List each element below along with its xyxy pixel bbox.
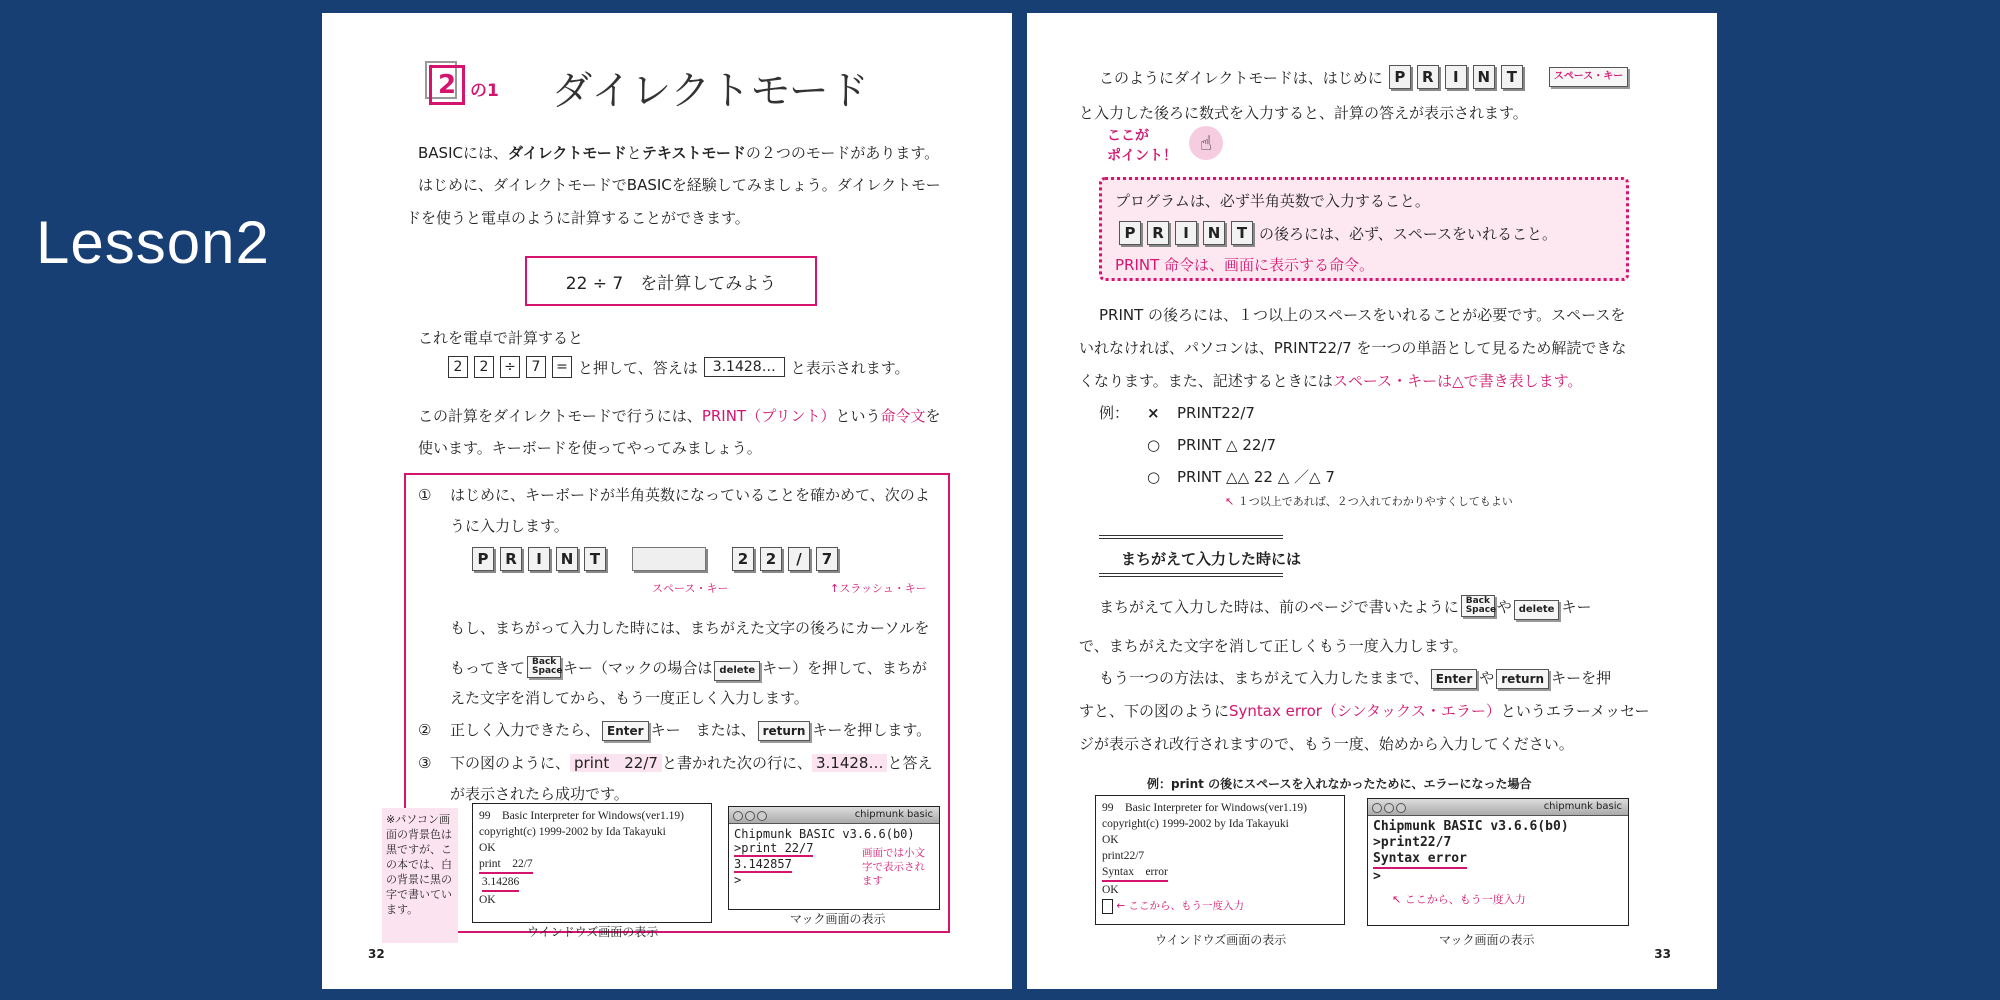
- step3-num: ③: [418, 754, 432, 772]
- enter-key: Enter: [602, 721, 649, 741]
- intro-line-3: ドを使うと電卓のように計算することができます。: [406, 209, 750, 227]
- example-2-mark: ○: [1147, 436, 1161, 454]
- mac-note-left: 画面では小文 字で表示され ます: [862, 847, 925, 887]
- delete-key: delete: [1514, 600, 1560, 620]
- key-2b: 2: [760, 547, 782, 571]
- intro-line-1: BASICには、ダイレクトモードとテキストモードの２つのモードがあります。: [418, 144, 940, 162]
- return-key: return: [1496, 669, 1549, 689]
- right-line-2: と入力した後ろに数式を入力すると、計算の答えが表示されます。: [1079, 104, 1528, 122]
- example-1: PRINT22/7: [1177, 404, 1255, 422]
- enter-key: Enter: [1431, 669, 1478, 689]
- left-page: [322, 13, 1012, 989]
- page-number-right: 33: [1654, 947, 1671, 961]
- backspace-key: Back Space: [527, 656, 561, 678]
- calc-answer: 3.1428…: [704, 357, 785, 377]
- example-1-mark: ×: [1147, 404, 1160, 422]
- key-r: R: [500, 547, 522, 571]
- mistake-line-3: えた文字を消してから、もう一度正しく入力します。: [450, 689, 809, 707]
- step1-num: ①: [418, 486, 432, 504]
- example-label: 例：: [1099, 404, 1130, 422]
- calc-box-text: 22 ÷ 7 を計算してみよう: [565, 273, 777, 294]
- calc-row: [448, 356, 910, 378]
- example-2: PRINT △ 22/7: [1177, 436, 1277, 454]
- para-line-2: いれなければ、パソコンは、PRINT22/7 を一つの単語として見るため解読できな: [1079, 339, 1627, 357]
- right-line-1: このようにダイレクトモードは、はじめに P R I N T スペース・キー: [1099, 65, 1630, 89]
- side-note: ※パソコン画 面の背景色は 黒ですが、こ の本では、白 の背景に黒の 字で書いてい ます。: [382, 808, 458, 943]
- figure-title: 例：print の後にスペースを入れなかったために、エラーになった場合: [1147, 777, 1532, 791]
- key-n: N: [556, 547, 578, 571]
- backspace-key: Back Space: [1461, 595, 1495, 617]
- step3-line-a: 下の図のように、 print 22/7 と書かれた次の行に、 3.1428… と答え: [450, 754, 933, 772]
- point-label: ここが ポイント！: [1107, 128, 1177, 164]
- mistake-line-1: もし、まちがって入力した時には、まちがえた文字の後ろにカーソルを: [450, 619, 930, 637]
- calc-press-text: と押して、答えは: [578, 358, 698, 377]
- page-title: ダイレクトモード: [552, 68, 869, 114]
- space-key: スペース・キー: [1549, 67, 1629, 87]
- mistake-right-2: で、まちがえた文字を消して正しくもう一度入力します。: [1079, 637, 1468, 655]
- intro-line-2: はじめに、ダイレクトモードでBASICを経験してみましょう。ダイレクトモー: [418, 176, 941, 194]
- calc-key: 2: [474, 356, 494, 378]
- section-heading-rule-top: [1099, 535, 1283, 539]
- point-box-line-1: プログラムは、必ず半角英数で入力すること。: [1115, 192, 1430, 210]
- calc-key: 2: [448, 356, 468, 378]
- windows-caption-left: ウインドウズ画面の表示: [527, 925, 659, 939]
- mac-caption-left: マック画面の表示: [790, 912, 886, 926]
- calc-intro: これを電卓で計算すると: [418, 329, 584, 347]
- windows-screen-left: 99 Basic Interpreter for Windows(ver1.19) copyright(c) 1999-2002 by Ida Takayuki OK print 22/7 3.14286 OK: [472, 803, 712, 923]
- section-heading-rule-bottom: [1099, 573, 1283, 577]
- mistake-right-3: もう一つの方法は、まちがえて入力したままで、 Enter や return キーを押: [1099, 669, 1612, 687]
- step2-line: 正しく入力できたら、 Enter キー または、 return キーを押します。: [450, 721, 932, 739]
- mistake-right-1: まちがえて入力した時は、前のページで書いたように Back Spaceや delete キー: [1099, 595, 1591, 620]
- point-box-line-3: PRINT 命令は、画面に表示する命令。: [1115, 256, 1375, 274]
- example-3: PRINT △△ 22 △ ／△ 7: [1177, 468, 1335, 486]
- windows-caption-right: ウインドウズ画面の表示: [1155, 933, 1287, 947]
- calc-key: =: [552, 356, 572, 378]
- section-suffix: の1: [470, 81, 499, 101]
- right-page: [1027, 13, 1717, 989]
- delete-key: delete: [714, 661, 760, 681]
- example-note: ↖ １つ以上であれば、２つ入れてわかりやすくしてもよい: [1225, 495, 1513, 508]
- key-slash: /: [788, 547, 810, 571]
- step3-line-b: が表示されたら成功です。: [450, 785, 629, 803]
- para-line-3: くなります。また、記述するときにはスペース・キーは△で書き表します。: [1079, 372, 1583, 390]
- calc-key: ÷: [500, 356, 520, 378]
- key-t: T: [584, 547, 606, 571]
- step1-line-a: はじめに、キーボードが半角英数になっていることを確かめて、次のよ: [450, 486, 930, 504]
- mac-screen-right: chipmunk basic Chipmunk BASIC v3.6.6(b0) >print22/7 Syntax error > ↖ ここから、もう一度入力: [1367, 798, 1629, 926]
- point-box-line-2: P R I N T の後ろには、必ず、スペースをいれること。: [1119, 221, 1557, 245]
- hand-icon: ☝: [1189, 126, 1223, 160]
- return-key: return: [758, 721, 811, 741]
- direct-line-1: この計算をダイレクトモードで行うには、PRINT（プリント）という命令文を: [418, 407, 941, 425]
- para-line-1: PRINT の後ろには、１つ以上のスペースをいれることが必要です。スペースを: [1099, 306, 1626, 324]
- calc-key: 7: [526, 356, 546, 378]
- calc-shown-text: と表示されます。: [790, 358, 910, 377]
- mac-caption-right: マック画面の表示: [1439, 933, 1535, 947]
- example-3-mark: ○: [1147, 468, 1161, 486]
- space-key-label: スペース・キー: [652, 582, 729, 595]
- lesson-label: Lesson2: [36, 209, 270, 276]
- page-number-left: 32: [368, 947, 385, 961]
- calc-box: [525, 256, 817, 306]
- mac-screen-left: chipmunk basic Chipmunk BASIC v3.6.6(b0) >print 22/7 3.142857 >: [728, 806, 940, 910]
- section-number: 2: [429, 65, 465, 105]
- mistake-line-2: もってきて Back Spaceキー（マックの場合は delete キー）を押して、まちが: [450, 656, 927, 681]
- key-p: P: [472, 547, 494, 571]
- key-2: 2: [732, 547, 754, 571]
- key-i: I: [528, 547, 550, 571]
- step2-num: ②: [418, 721, 432, 739]
- print-key-row: [472, 547, 838, 571]
- step1-line-b: うに入力します。: [450, 517, 569, 535]
- windows-screen-right: 99 Basic Interpreter for Windows(ver1.19) copyright(c) 1999-2002 by Ida Takayuki OK print22/7 Syntax error OK ← ここから、もう一度入力: [1095, 795, 1345, 925]
- mac-title-bar: chipmunk basic: [729, 807, 939, 824]
- key-7: 7: [816, 547, 838, 571]
- section-heading: まちがえて入力した時には: [1121, 550, 1302, 568]
- mistake-right-4: すと、下の図のようにSyntax error（シンタックス・エラー）というエラーメッセー: [1079, 702, 1650, 720]
- mac-title-bar: chipmunk basic: [1368, 799, 1628, 816]
- space-key: [632, 547, 706, 571]
- mac-note-right: ↖ ここから、もう一度入力: [1392, 893, 1526, 906]
- direct-line-2: 使います。キーボードを使ってやってみましょう。: [418, 439, 762, 457]
- mistake-right-5: ジが表示され改行されますので、もう一度、始めから入力してください。: [1079, 735, 1574, 753]
- slash-key-label: ↑スラッシュ・キー: [830, 582, 927, 595]
